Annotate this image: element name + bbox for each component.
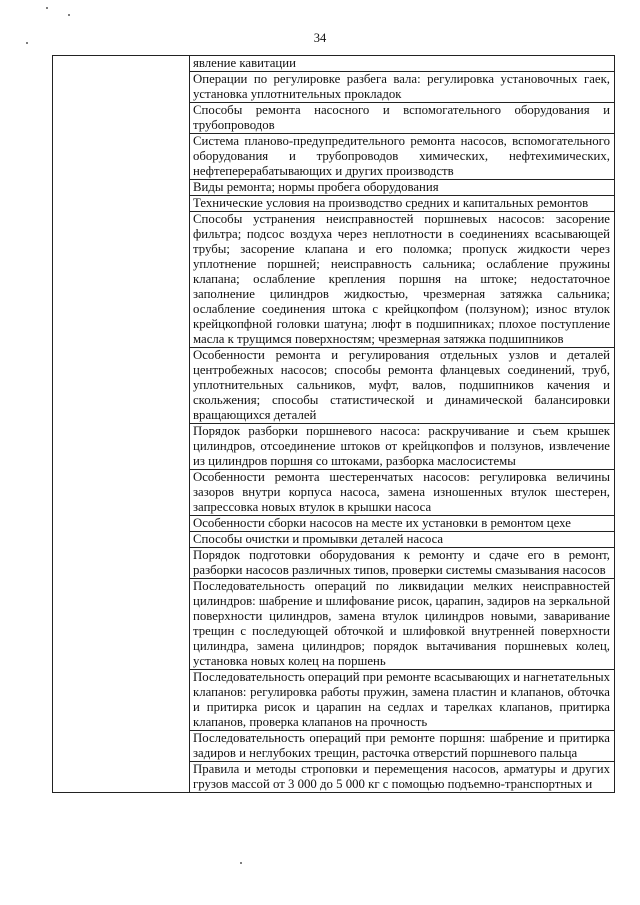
table-cell — [190, 196, 615, 212]
table-cell — [190, 103, 615, 134]
left-column-cell — [53, 56, 190, 793]
table-cell — [190, 212, 615, 348]
cell-text: Последовательность операций при ремонте всасывающих и нагнетательных клапанов: регулировка работы пружин, замена пластин и клапанов, обточка и притирка рисок и царапин на седлах и тарелках клапанов, притирка клапанов, проверка клапанов на прочность — [193, 670, 610, 729]
cell-text: Последовательность операций при ремонте поршня: шабрение и притирка задиров и неглубоких трещин, расточка отверстий поршневого пальца — [193, 731, 610, 760]
table-cell — [190, 670, 615, 731]
table-row — [53, 56, 615, 72]
cell-text: Способы очистки и промывки деталей насоса — [193, 532, 444, 546]
table-cell — [190, 548, 615, 579]
cell-text: Виды ремонта; нормы пробега оборудования — [193, 180, 439, 194]
table-cell — [190, 579, 615, 670]
table-cell — [190, 516, 615, 532]
requirements-table — [52, 55, 615, 793]
table-cell — [190, 532, 615, 548]
scan-speck — [46, 7, 48, 9]
scan-speck — [240, 862, 242, 864]
cell-text: Система планово-предупредительного ремонта насосов, вспомогательного оборудования и трубопроводов химических, нефтехимических, нефтеперерабатывающих и других производств — [193, 134, 610, 178]
cell-text: Особенности ремонта и регулирования отдельных узлов и деталей центробежных насосов; способы ремонта фланцевых соединений, труб, уплотнительных сальников, муфт, валов, подшипников качения и скольжения; способы статистической и динамической балансировки вращающихся деталей — [193, 348, 610, 422]
cell-text: Технические условия на производство средних и капитальных ремонтов — [193, 196, 589, 210]
cell-text: Последовательность операций по ликвидации мелких неисправностей цилиндров: шабрение и шлифование рисок, царапин, задиров на зеркальной поверхности цилиндров, замена втулок цилиндров новыми, заваривание трещин с последующей обточкой и шлифовкой внутренней поверхности цилиндра, замена цилиндров; порядок вытачивания поршневых колец, установка новых колец на поршень — [193, 579, 610, 668]
page-number: 34 — [313, 31, 327, 45]
cell-text: Особенности ремонта шестеренчатых насосов: регулировка величины зазоров внутри корпуса насоса, замена изношенных втулок шестерен, запрессовка новых втулок в крышки насоса — [193, 470, 610, 514]
table-cell — [190, 348, 615, 424]
table-cell — [190, 424, 615, 470]
cell-text: Порядок разборки поршневого насоса: раскручивание и съем крышек цилиндров, отсоединение штоков от крейцкопфов и ползунов, извлечение из цилиндров поршня со штоками, разборка маслосистемы — [193, 424, 610, 468]
cell-text: явление кавитации — [193, 56, 296, 70]
table-cell — [190, 134, 615, 180]
cell-text: Порядок подготовки оборудования к ремонту и сдаче его в ремонт, разборки насосов различных типов, проверки системы смазывания насосов — [193, 548, 610, 577]
scan-speck — [68, 14, 70, 16]
scan-speck — [26, 42, 28, 44]
table-cell — [190, 72, 615, 103]
table-cell — [190, 762, 615, 793]
cell-text: Операции по регулировке разбега вала: регулировка установочных гаек, установка уплотнительных прокладок — [193, 72, 610, 101]
table-cell — [190, 470, 615, 516]
table-cell — [190, 731, 615, 762]
cell-text: Особенности сборки насосов на месте их установки в ремонтом цехе — [193, 516, 571, 530]
cell-text: Способы ремонта насосного и вспомогательного оборудования и трубопроводов — [193, 103, 610, 132]
cell-text: Способы устранения неисправностей поршневых насосов: засорение фильтра; подсос воздуха через неплотности в соединениях всасывающей трубы; засорение клапана и его поломка; пропуск жидкости через уплотнение поршней; неисправность сальника; ослабление пружины клапана; ослабление крепления поршня на штоке; недостаточное заполнение цилиндров жидкостью, чрезмерная затяжка сальника; ослабление соединения штока с крейцкопфом (ползуном); износ втулок крейцкопфной головки шатуна; люфт в подшипниках; плохое поступление масла к трущимся поверхностям; чрезмерная затяжка подшипников — [193, 212, 610, 346]
table-cell — [190, 180, 615, 196]
cell-text: Правила и методы строповки и перемещения насосов, арматуры и других грузов массой от 3 000 до 5 000 кг с помощью подъемно-транспортных и — [193, 762, 610, 791]
table-cell — [190, 56, 615, 72]
